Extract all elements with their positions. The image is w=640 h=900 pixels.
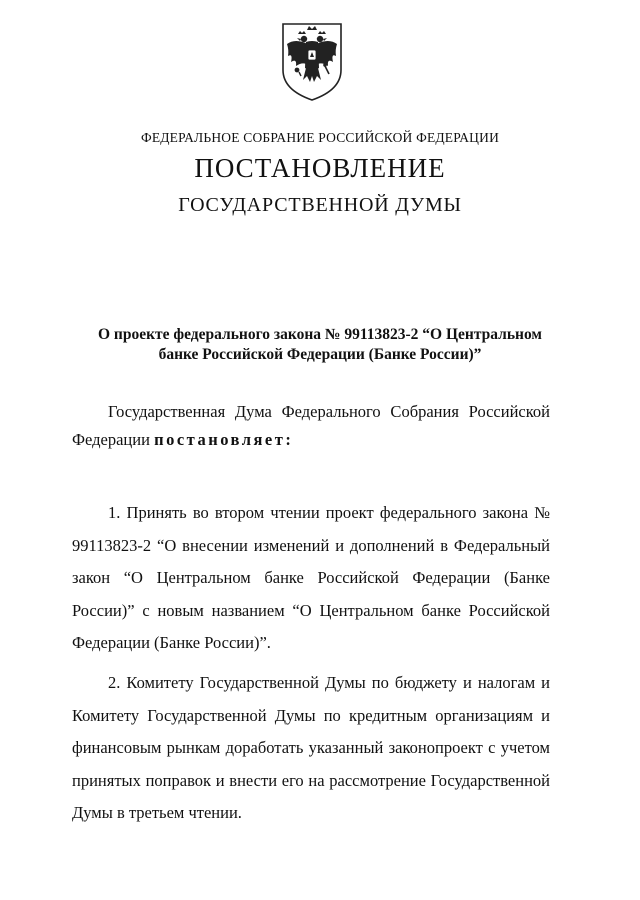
- document-issuer: ГОСУДАРСТВЕННОЙ ДУМЫ: [178, 194, 462, 216]
- subject-line-2: банке Российской Федерации (Банке России)”: [158, 346, 482, 363]
- coat-of-arms-icon: [277, 20, 347, 104]
- resolves-word: постановляет:: [154, 430, 294, 449]
- resolution-item-2: 2. Комитету Государственной Думы по бюджету и налогам и Комитету Государственной Думы по кредитным организациям и финансовым рынкам доработать указанный законопроект с учетом принятых поправок и внести его на рассмотрение Государственной Думы в третьем чтении.: [72, 673, 550, 822]
- coat-of-arms-emblem-graphic: [277, 20, 347, 104]
- document-subject: [60, 325, 580, 365]
- subject-line-1: О проекте федерального закона № 99113823-2 “О Центральном: [98, 326, 542, 343]
- preamble-paragraph: [72, 398, 550, 454]
- resolution-item-1: 1. Принять во втором чтении проект федерального закона № 99113823-2 “О внесении изменений и дополнений в Федеральный закон “О Центральном банке Российской Федерации (Банке России)” с новым названием “О Центральном банке Российской Федерации (Банке России)”.: [72, 503, 550, 652]
- parliament-name: ФЕДЕРАЛЬНОЕ СОБРАНИЕ РОССИЙСКОЙ ФЕДЕРАЦИИ: [140, 130, 500, 145]
- preamble-text: Государственная Дума Федерального Собрания Российской Федерации: [72, 402, 550, 449]
- document-type-title: ПОСТАНОВЛЕНИЕ: [194, 153, 446, 183]
